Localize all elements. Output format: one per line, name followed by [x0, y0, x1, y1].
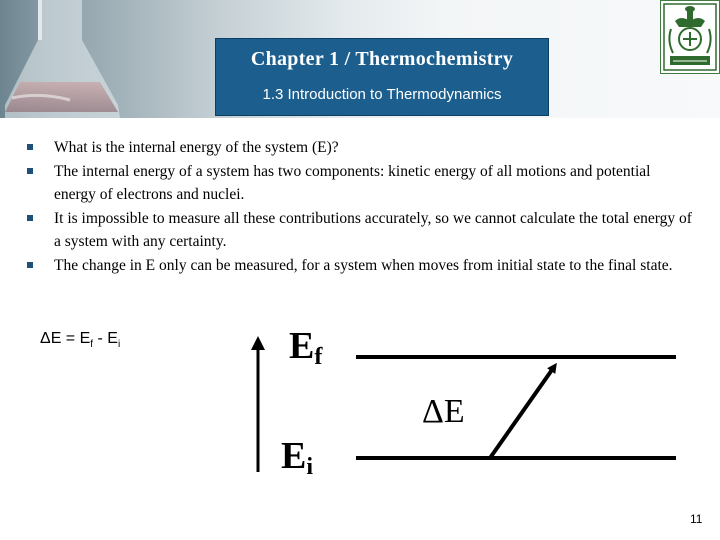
page-title: Chapter 1 / Thermochemistry [250, 48, 514, 70]
list-item: What is the internal energy of the system (E)? [24, 136, 694, 160]
energy-change-label: ΔE [422, 393, 465, 430]
page-number: 11 [690, 512, 703, 526]
initial-energy-label: $E_i$ [281, 435, 314, 480]
delta-e-equation: $\Delta E = E_f - E_i$ [40, 330, 121, 351]
list-item: The internal energy of a system has two components: kinetic energy of all motions and potential energy of electrons and nuclei. [24, 160, 694, 207]
energy-change-arrow [490, 367, 554, 458]
list-item: The change in E only can be measured, for a system when moves from initial state to the final state. [24, 254, 694, 278]
section-subtitle: 1.3 Introduction to Thermodynamics [262, 86, 502, 103]
final-energy-label: $E_f$ [289, 325, 323, 370]
list-item: It is impossible to measure all these contributions accurately, so we cannot calculate the total energy of a system with any certainty. [24, 207, 694, 254]
